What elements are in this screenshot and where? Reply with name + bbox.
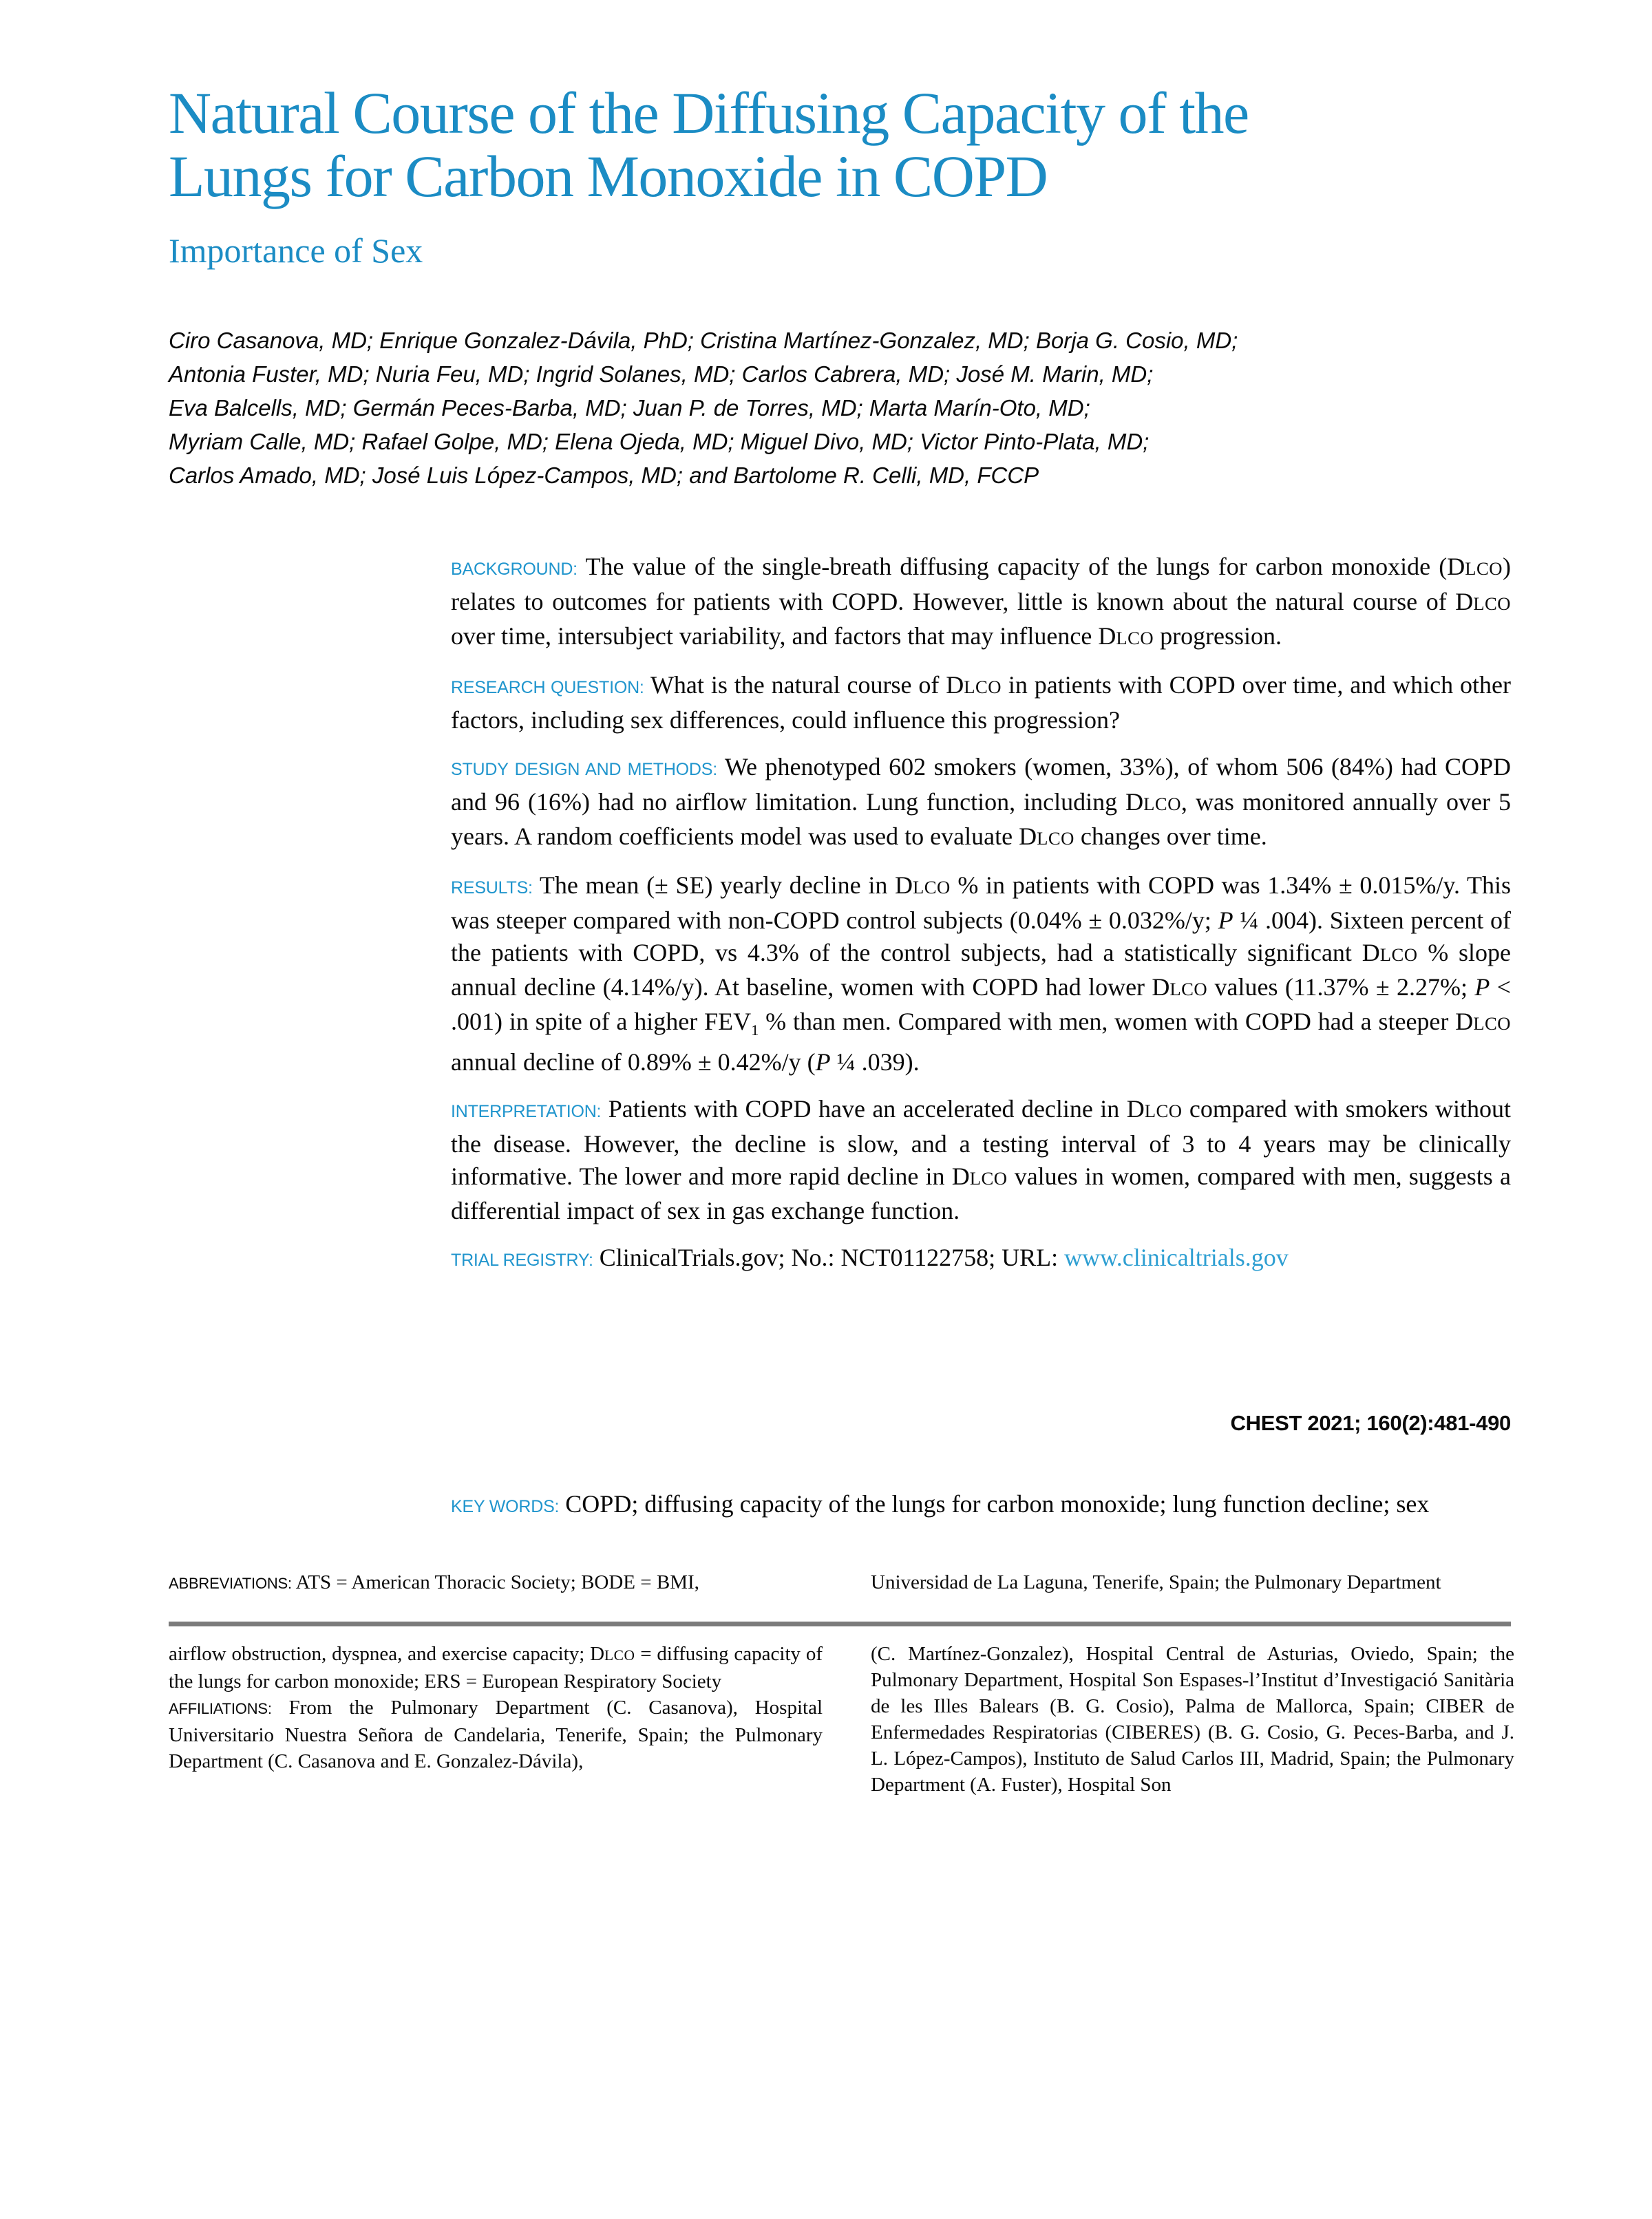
trial-registry-text: ClinicalTrials.gov; No.: NCT01122758; URL: www.clinicaltrials.gov: [599, 1244, 1289, 1272]
author-line: Myriam Calle, MD; Rafael Golpe, MD; Elena Ojeda, MD; Miguel Divo, MD; Victor Pinto-Plata, MD;: [169, 429, 1150, 454]
keywords-paragraph: [451, 1488, 1511, 1523]
author-list: [169, 323, 1476, 492]
affiliations-label: AFFILIATIONS:: [169, 1700, 272, 1717]
article-title-line1: Natural Course of the Diffusing Capacity of the: [169, 80, 1249, 146]
affiliations-carryover-line: Universidad de La Laguna, Tenerife, Spain; the Pulmonary Department: [871, 1571, 1441, 1593]
abstract-section-results: [451, 869, 1511, 1079]
abstract-section-research-question: [451, 669, 1511, 736]
background-label: BACKGROUND:: [451, 560, 578, 579]
methods-label: STUDY DESIGN AND METHODS:: [451, 760, 717, 779]
interpretation-text: Patients with COPD have an accelerated decline in DLCO compared with smokers without the disease. However, the decline is slow, and a testing interval of 3 to 4 years may be clinically informative. The lower and more rapid decline in DLCO values in women, compared with men, suggests a differential impact of sex in gas exchange function.: [451, 1095, 1511, 1225]
footnote-right-column: [871, 1641, 1514, 1798]
article-subtitle: Importance of Sex: [169, 231, 423, 270]
article-title-line2: Lungs for Carbon Monoxide in COPD: [169, 143, 1048, 209]
abbreviations-continued: airflow obstruction, dyspnea, and exercise capacity; DLCO = diffusing capacity of the lungs for carbon monoxide; ERS = European Respiratory Society: [169, 1643, 823, 1692]
research-question-label: RESEARCH QUESTION:: [451, 678, 644, 697]
footnote-left-column: [169, 1641, 823, 1774]
affiliations-right-text: (C. Martínez-Gonzalez), Hospital Central de Asturias, Oviedo, Spain; the Pulmonary Department, Hospital Son Espases-l’Institut d’Investigació Sanitària de les Illes Balears (B. G. Cosio), Palma de Mallorca, Spain; CIBER de Enfermedades Respiratorias (CIBERES) (B. G. Cosio, G. Peces-Barba, and J. L. López-Campos), Instituto de Salud Carlos III, Madrid, Spain; the Pulmonary Department (A. Fuster), Hospital Son: [871, 1643, 1514, 1796]
abstract-section-trial-registry: [451, 1242, 1511, 1277]
abstract-section-methods: [451, 751, 1511, 855]
keywords-text: COPD; diffusing capacity of the lungs for carbon monoxide; lung function decline; sex: [565, 1490, 1430, 1518]
abbreviations-first-text: ATS = American Thoracic Society; BODE = BMI,: [295, 1571, 699, 1593]
footer-divider-rule: [169, 1622, 1511, 1626]
author-line: Ciro Casanova, MD; Enrique Gonzalez-Dávila, PhD; Cristina Martínez-Gonzalez, MD; Borja G. Cosio, MD;: [169, 328, 1238, 353]
article-title: [169, 81, 1545, 208]
trial-registry-label: TRIAL REGISTRY:: [451, 1251, 593, 1271]
research-question-text: What is the natural course of DLCO in patients with COPD over time, and which other factors, including sex differences, could influence this progression?: [451, 671, 1512, 734]
interpretation-label: INTERPRETATION:: [451, 1102, 602, 1122]
results-label: RESULTS:: [451, 878, 533, 898]
abstract-section-interpretation: [451, 1093, 1511, 1227]
methods-text: We phenotyped 602 smokers (women, 33%), of whom 506 (84%) had COPD and 96 (16%) had no airflow limitation. Lung function, including DLCO, was monitored annually over 5 years. A random coefficients model was used to evaluate DLCO changes over time.: [451, 753, 1511, 850]
clinicaltrials-link[interactable]: www.clinicaltrials.gov: [1064, 1244, 1289, 1272]
abbreviations-first-line: [169, 1569, 823, 1597]
abbreviations-label: ABBREVIATIONS:: [169, 1575, 292, 1592]
keywords-label: KEY WORDS:: [451, 1497, 560, 1516]
structured-abstract: [451, 551, 1511, 1291]
author-line: Antonia Fuster, MD; Nuria Feu, MD; Ingrid Solanes, MD; Carlos Cabrera, MD; José M. Marin, MD;: [169, 361, 1154, 387]
journal-citation: CHEST 2021; 160(2):481-490: [1230, 1411, 1511, 1435]
abstract-section-background: [451, 551, 1511, 655]
affiliations-left-text: From the Pulmonary Department (C. Casanova), Hospital Universitario Nuestra Señora de Candelaria, Tenerife, Spain; the Pulmonary Department (C. Casanova and E. Gonzalez-Dávila),: [169, 1697, 823, 1772]
affiliations-paragraph: [169, 1695, 823, 1774]
results-text: The mean (± SE) yearly decline in DLCO % in patients with COPD was 1.34% ± 0.015%/y. This was steeper compared with non-COPD control subjects (0.04% ± 0.032%/y; P ¼ .004). Sixteen percent of the patients with COPD, vs 4.3% of the control subjects, had a statistically significant DLCO % slope annual decline (4.14%/y). At baseline, women with COPD had lower DLCO values (11.37% ± 2.27%; P < .001) in spite of a higher $FEV_1$ % than men. Compared with men, women with COPD had a steeper DLCO annual decline of 0.89% ± 0.42%/y (P ¼ .039).: [451, 871, 1512, 1076]
author-line: Carlos Amado, MD; José Luis López-Campos, MD; and Bartolome R. Celli, MD, FCCP: [169, 463, 1039, 488]
background-text: The value of the single-breath diffusing capacity of the lungs for carbon monoxide (DLCO) relates to outcomes for patients with COPD. However, little is known about the natural course of DLCO over time, intersubject variability, and factors that may influence DLCO progression.: [451, 553, 1512, 650]
author-line: Eva Balcells, MD; Germán Peces-Barba, MD; Juan P. de Torres, MD; Marta Marín-Oto, MD;: [169, 395, 1090, 421]
